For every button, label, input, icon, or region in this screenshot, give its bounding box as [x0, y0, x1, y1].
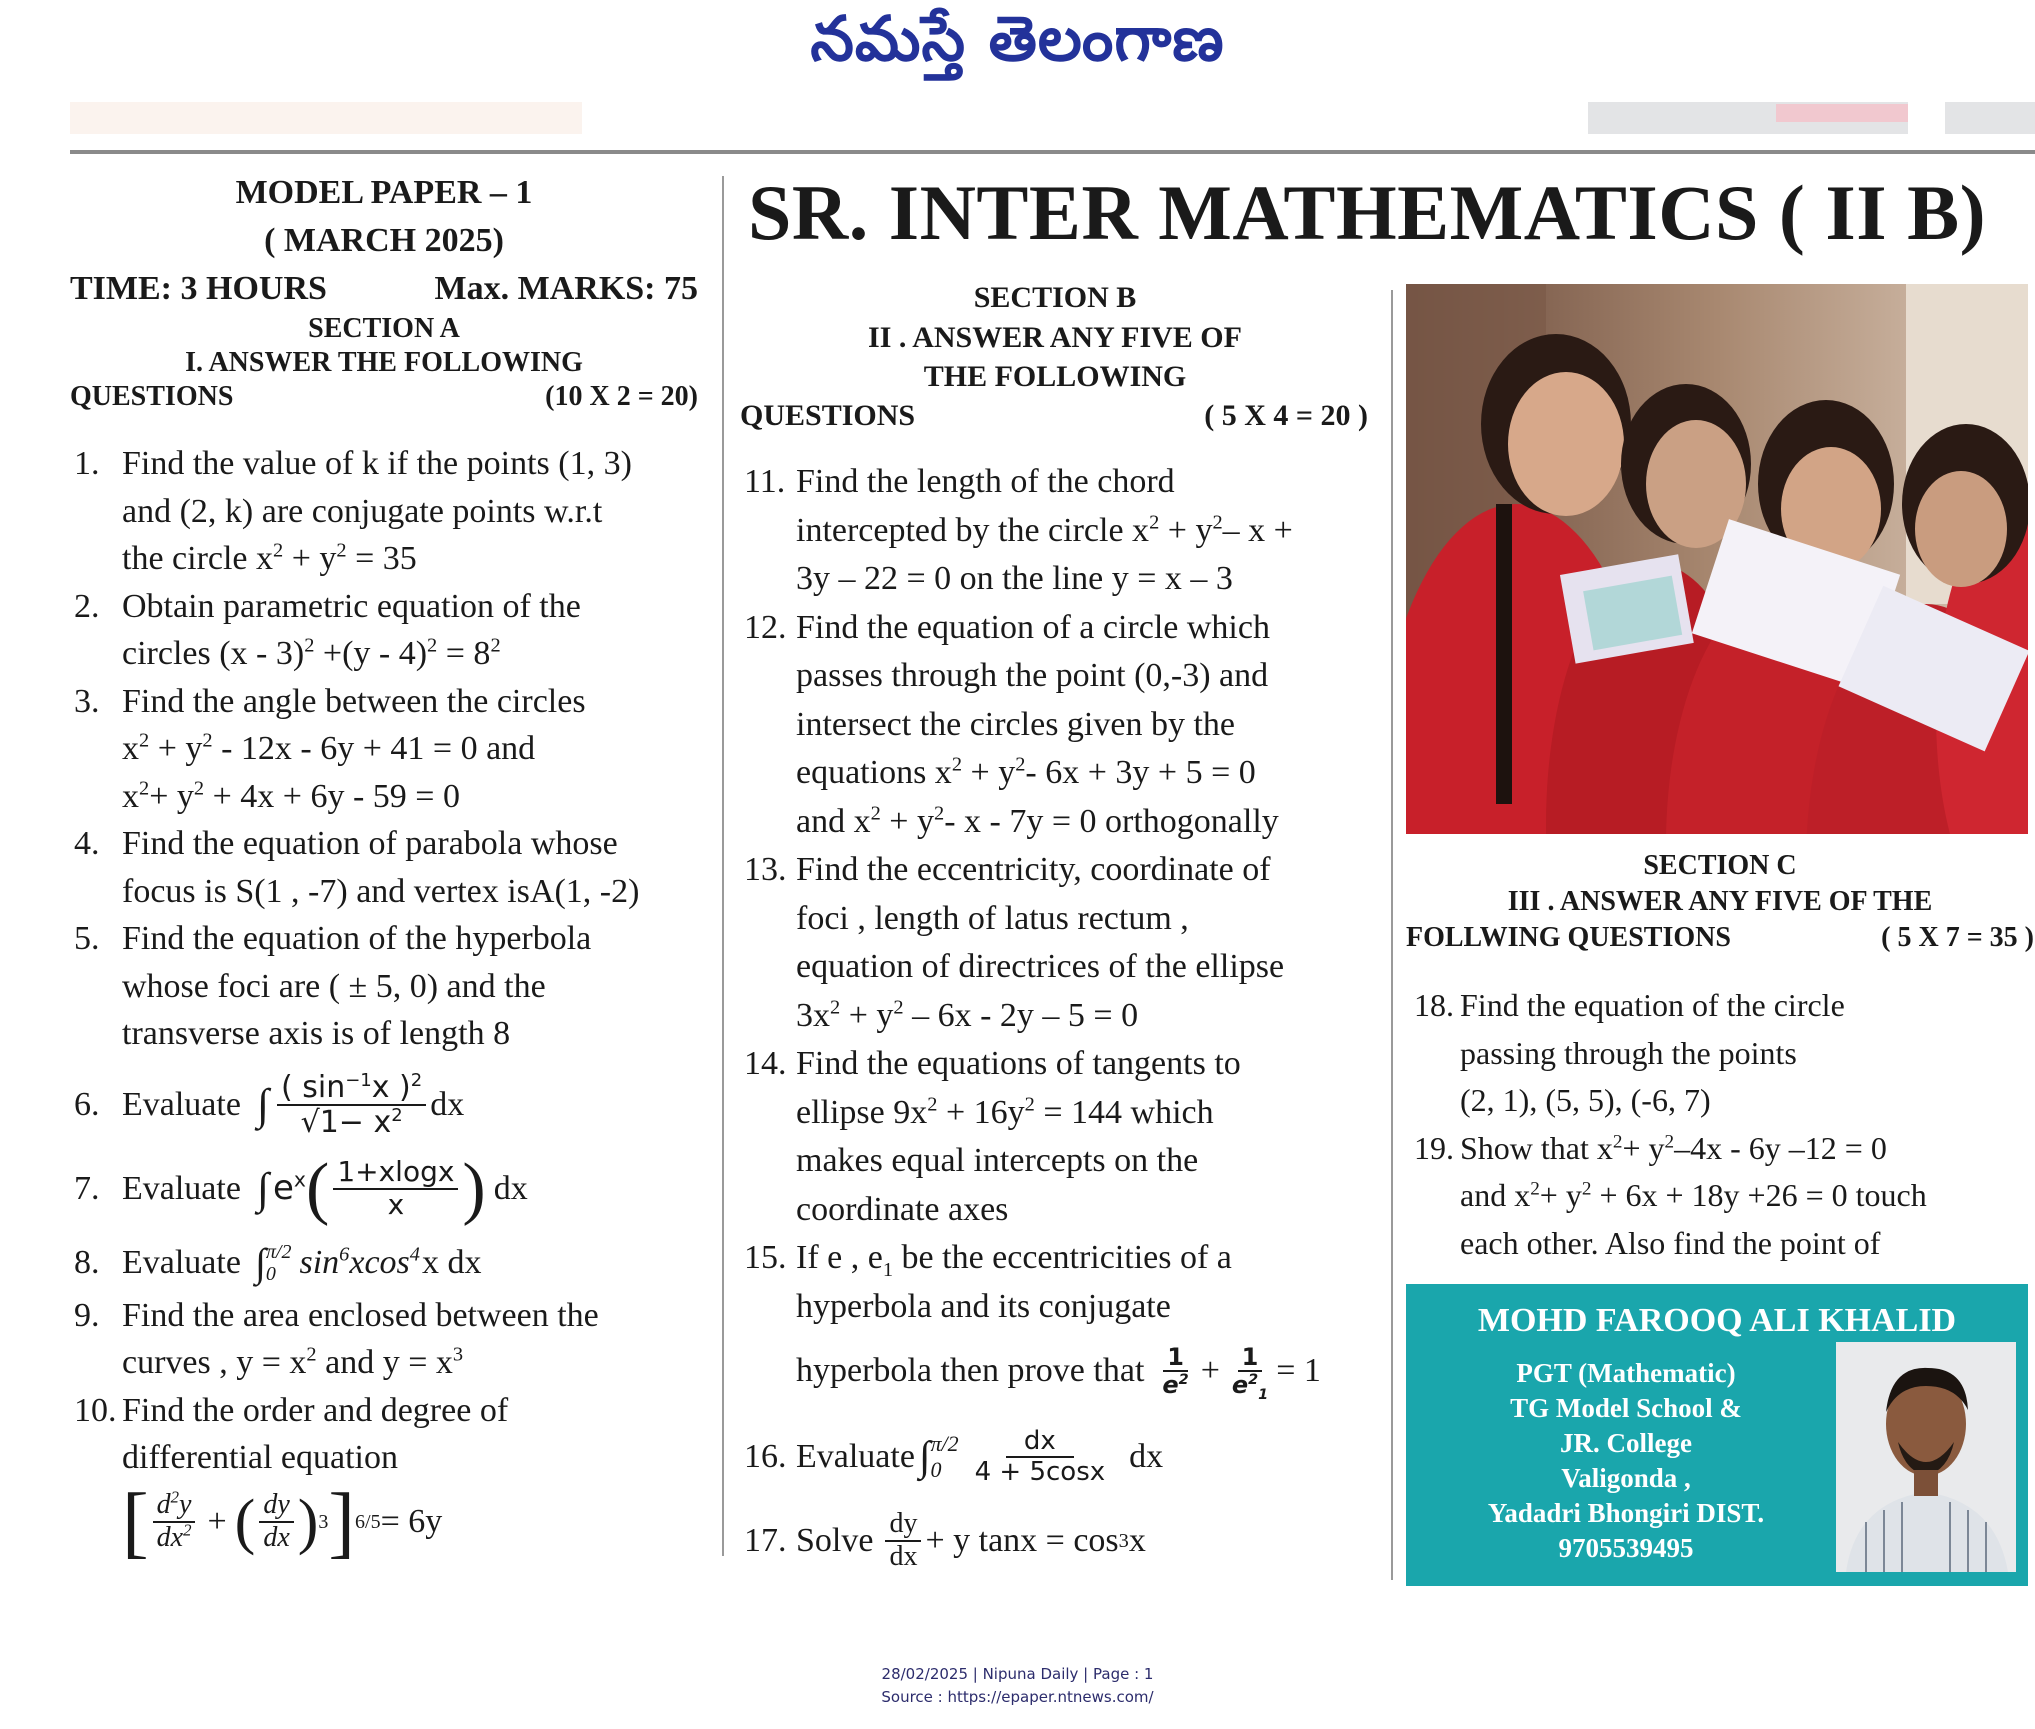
footer-date-line: 28/02/2025 | Nipuna Daily | Page : 1 — [881, 1665, 1154, 1683]
section-a-scheme: (10 X 2 = 20) — [545, 381, 698, 412]
question-14 — [744, 1040, 1384, 1234]
question-text: Solve — [796, 1521, 874, 1559]
question-number: 2. — [74, 587, 100, 625]
top-rule — [70, 150, 2035, 154]
question-4 — [74, 820, 714, 915]
section-a-questions-row — [70, 380, 698, 414]
question-number: 17. — [744, 1521, 787, 1559]
header-strip-far-right — [1945, 102, 2035, 134]
author-box — [1406, 1284, 2028, 1586]
question-text: dx — [430, 1085, 465, 1123]
paper-title: MODEL PAPER – 1 — [235, 174, 533, 211]
section-b-instruction-1: II . ANSWER ANY FIVE OF — [868, 321, 1242, 354]
question-text: intersect the circles given by the — [796, 705, 1235, 743]
integral-sign: ∫ — [918, 1433, 931, 1480]
questions-label: FOLLWING QUESTIONS — [1406, 922, 1731, 953]
question-text: passing through the points — [1460, 1034, 1797, 1071]
question-number: 14. — [744, 1045, 787, 1082]
question-text: Find the equation of parabola whose — [122, 825, 618, 862]
question-11 — [744, 458, 1384, 604]
question-16: 16. Evaluate ∫ π/2 0 $\frac{dx}{4 + 5\cos x}$ dx — [744, 1426, 1164, 1487]
header-strip-left — [70, 102, 582, 134]
question-text: Evaluate — [122, 1169, 241, 1207]
column-divider-1 — [722, 176, 724, 1556]
differential-equation: [ $\frac{d^2y}{dx^2}$ + ( $\frac{dy}{dx}$ ) 3 ] 6/5 = 6y — [122, 1477, 443, 1566]
question-text: Find the length of the chord — [796, 463, 1175, 500]
section-c-questions — [1414, 982, 2034, 1267]
header-strip-pink — [1776, 104, 1908, 122]
question-7: 7. Evaluate ∫ $e^x$ ( $\frac{1+xlogx}{x}$ ) dx — [74, 1149, 528, 1227]
section-c-scheme: ( 5 X 7 = 35 ) — [1881, 922, 2034, 953]
question-text: Find the eccentricity, coordinate of — [796, 851, 1271, 888]
question-text: each other. Also find the point of — [1460, 1224, 1881, 1261]
masthead-logo: నమస్తే తెలంగాణ — [810, 2, 1225, 75]
exam-time: TIME: 3 HOURS — [70, 270, 327, 307]
question-text: coordinate axes — [796, 1190, 1009, 1228]
question-text: Evaluate — [796, 1437, 915, 1475]
section-b-instruction-2: THE FOLLOWING — [923, 360, 1187, 393]
question-text: and $x^2 + y^2-$ x - 7y = 0 orthogonally — [796, 802, 1279, 840]
fraction: $\frac{1+xlogx}{x}$ — [333, 1157, 458, 1221]
question-text: Find the equation of the hyperbola — [122, 920, 592, 957]
question-number: 8. — [74, 1243, 100, 1281]
section-c-questions-row — [1406, 920, 2034, 956]
left-paren: ( — [306, 1149, 330, 1227]
question-number: 18. — [1414, 987, 1454, 1023]
question-text: ellipse $9x^2 + 16y^2 = 144$ which — [796, 1093, 1214, 1131]
left-bracket: [ — [122, 1477, 149, 1566]
section-a-questions — [74, 440, 714, 1566]
question-text: the circle $x^2 + y^2 = 35$ — [122, 539, 417, 577]
section-b-heading: SECTION B — [973, 281, 1137, 314]
question-number: 10. — [74, 1391, 117, 1429]
question-text: dx — [493, 1169, 528, 1207]
question-1 — [74, 440, 714, 583]
question-text: $3x^2 + y^2 - 6x - 2y - 5 = 0$ — [796, 996, 1139, 1034]
question-19 — [1414, 1125, 2034, 1268]
question-number: 6. — [74, 1085, 100, 1123]
question-text: foci , length of latus rectum , — [796, 899, 1189, 937]
students-photo — [1406, 284, 2028, 834]
question-text: Show that $x^2+ y^2-4x - 6y$ –12 = 0 — [1460, 1129, 1887, 1166]
paper-date: ( MARCH 2025) — [264, 222, 504, 259]
section-b-questions-row — [740, 396, 1368, 436]
question-text: and $x^2+ y^2 + 6x + 18y +26 = 0$ touch — [1460, 1177, 1927, 1213]
question-number: 15. — [744, 1239, 787, 1276]
question-3 — [74, 678, 714, 821]
questions-label: QUESTIONS — [740, 399, 916, 432]
question-13 — [744, 846, 1384, 1040]
integral-sign: ∫ — [256, 1079, 269, 1129]
question-number: 5. — [74, 920, 100, 957]
question-number: 7. — [74, 1169, 100, 1207]
question-18 — [1414, 982, 2034, 1125]
question-10 — [74, 1387, 714, 1566]
question-text: focus is S(1 , -7) and vertex isA(1, -2) — [122, 872, 640, 910]
author-photo — [1836, 1342, 2016, 1572]
question-text: whose foci are ( ± 5, 0) and the — [122, 967, 546, 1005]
fraction: $\frac{( \sin^{-1}x )^2}{√1- x^2}$ — [277, 1071, 426, 1139]
integral-sign: ∫ — [256, 1163, 269, 1213]
max-marks: Max. MARKS: 75 — [434, 270, 698, 307]
question-text: hyperbola and its conjugate — [796, 1287, 1171, 1325]
question-text: $x^2 + y^2 - 12x - 6y + 41 = 0$ and — [122, 729, 536, 767]
question-number: 3. — [74, 682, 100, 720]
question-text: equation of directrices of the ellipse — [796, 948, 1285, 985]
question-text: Find the equations of tangents to — [796, 1045, 1241, 1082]
question-text: hyperbola then prove that $\frac{1}{e^2}$ + $\frac{1}{e^2_1}$ = 1 — [796, 1342, 1321, 1403]
question-number: 12. — [744, 608, 787, 646]
question-text: Find the area enclosed between the — [122, 1296, 599, 1334]
author-town: Valigonda , — [1561, 1463, 1691, 1493]
author-school: TG Model School & — [1510, 1393, 1742, 1423]
section-a-instruction: I. ANSWER THE FOLLOWING — [185, 347, 583, 378]
question-number: 11. — [744, 463, 786, 500]
author-phone: 9705539495 — [1558, 1533, 1694, 1563]
question-text: $x^2+ y^2 + 4x + 6y - 59 = 0$ — [122, 777, 460, 815]
question-text: makes equal intercepts on the — [796, 1142, 1199, 1179]
section-c-heading: SECTION C — [1643, 850, 1797, 881]
time-marks-row — [70, 266, 698, 312]
author-name: MOHD FAROOQ ALI KHALID — [1477, 1302, 1957, 1339]
question-text: equations $x^2 + y^2-$ 6x + 3y + 5 = 0 — [796, 753, 1256, 791]
question-text: Evaluate — [122, 1085, 241, 1123]
question-12 — [744, 604, 1384, 847]
footer-source-link[interactable]: Source : https://epaper.ntnews.com/ — [881, 1688, 1154, 1706]
section-b-questions — [744, 458, 1384, 1579]
question-17: 17. Solve $\frac{dy}{dx}$ + y tanx = cos 3 x — [744, 1508, 1146, 1572]
question-text: Find the value of k if the points (1, 3) — [122, 445, 632, 482]
question-text: curves , $y = x^2$ and $y = x^3$ — [122, 1343, 464, 1381]
question-number: 16. — [744, 1437, 787, 1475]
author-designation: PGT (Mathematic) — [1516, 1358, 1736, 1388]
column-divider-2 — [1391, 290, 1393, 1580]
question-9 — [74, 1292, 714, 1387]
question-6 — [74, 1066, 714, 1144]
question-text: Evaluate — [122, 1243, 241, 1281]
question-15 — [744, 1234, 1384, 1411]
question-text: transverse axis is of length 8 — [122, 1015, 511, 1052]
question-number: 1. — [74, 445, 100, 482]
question-text: If e , $e_1$ be the eccentricities of a — [796, 1239, 1232, 1281]
question-text: Obtain parametric equation of the — [122, 587, 581, 625]
author-details — [1416, 1356, 1836, 1566]
section-a-heading: SECTION A — [308, 313, 460, 344]
question-2 — [74, 583, 714, 678]
section-c-instruction: III . ANSWER ANY FIVE OF THE — [1507, 886, 1933, 917]
integral-sign: ∫ — [254, 1239, 266, 1285]
question-number: 9. — [74, 1296, 100, 1334]
question-8: 8. Evaluate ∫ π/2 0 $\sin^6xcos^4$ x dx — [74, 1239, 482, 1285]
right-bracket: ] — [328, 1477, 356, 1566]
question-text: 3y – 22 = 0 on the line y = x – 3 — [796, 560, 1233, 597]
question-5 — [74, 915, 714, 1058]
main-title: SR. INTER MATHEMATICS ( II B) — [748, 169, 1987, 256]
question-text: differential equation — [122, 1439, 398, 1476]
question-text: intercepted by the circle $x^2 + y^2-$ x + — [796, 511, 1293, 549]
author-district: Yadadri Bhongiri DIST. — [1487, 1498, 1765, 1528]
question-number: 4. — [74, 825, 100, 862]
question-text: Find the order and degree of — [122, 1391, 509, 1429]
question-number: 13. — [744, 851, 787, 888]
question-number: 19. — [1414, 1129, 1454, 1166]
question-text: and (2, k) are conjugate points w.r.t — [122, 492, 603, 530]
right-paren: ) — [462, 1149, 486, 1227]
question-text: (2, 1), (5, 5), (-6, 7) — [1460, 1082, 1711, 1118]
question-text: Find the equation of the circle — [1460, 987, 1845, 1023]
question-text: x dx — [422, 1243, 482, 1281]
question-text: Find the angle between the circles — [122, 682, 586, 720]
question-text: circles $(x - 3)^2 +(y - 4)^2 = 8^2$ — [122, 634, 501, 672]
question-text: passes through the point (0,-3) and — [796, 657, 1269, 694]
section-b-scheme: ( 5 X 4 = 20 ) — [1204, 399, 1368, 432]
author-college: JR. College — [1560, 1428, 1692, 1458]
questions-label: QUESTIONS — [70, 381, 234, 412]
question-text: Find the equation of a circle which — [796, 608, 1270, 646]
